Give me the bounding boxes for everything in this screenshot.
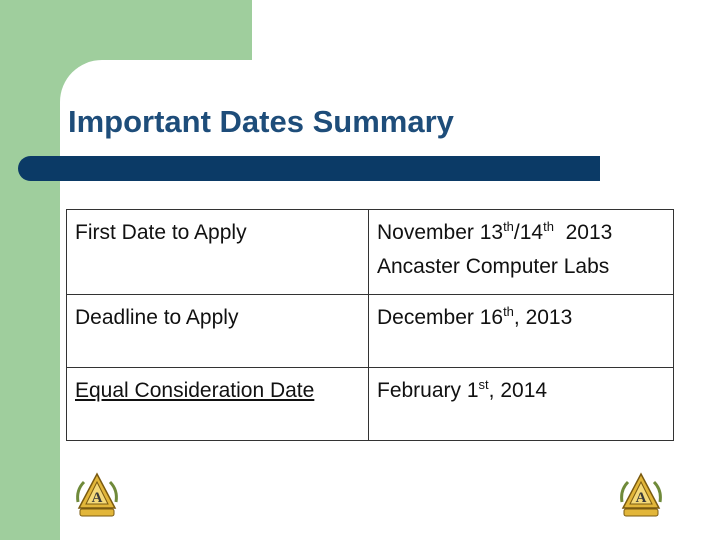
- row-label: Equal Consideration Date: [67, 368, 369, 441]
- important-dates-table: [66, 209, 674, 441]
- row-label: First Date to Apply: [67, 210, 369, 295]
- value-date-line: November 13th/14th 2013: [377, 219, 613, 244]
- slide-title: Important Dates Summary: [68, 104, 454, 139]
- background-green-strip: [0, 0, 60, 540]
- svg-text:A: A: [91, 490, 103, 506]
- title-underline-bar: [18, 156, 600, 181]
- svg-text:A: A: [635, 490, 647, 506]
- row-value: [369, 210, 674, 295]
- value-location-line: Ancaster Computer Labs: [377, 255, 610, 278]
- table-row: [67, 295, 674, 368]
- table-row: [67, 210, 674, 295]
- row-value: February 1st, 2014: [369, 368, 674, 441]
- school-crest-icon: [74, 472, 120, 520]
- row-value: December 16th, 2013: [369, 295, 674, 368]
- school-crest-icon: [618, 472, 664, 520]
- row-label: Deadline to Apply: [67, 295, 369, 368]
- table-row: [67, 368, 674, 441]
